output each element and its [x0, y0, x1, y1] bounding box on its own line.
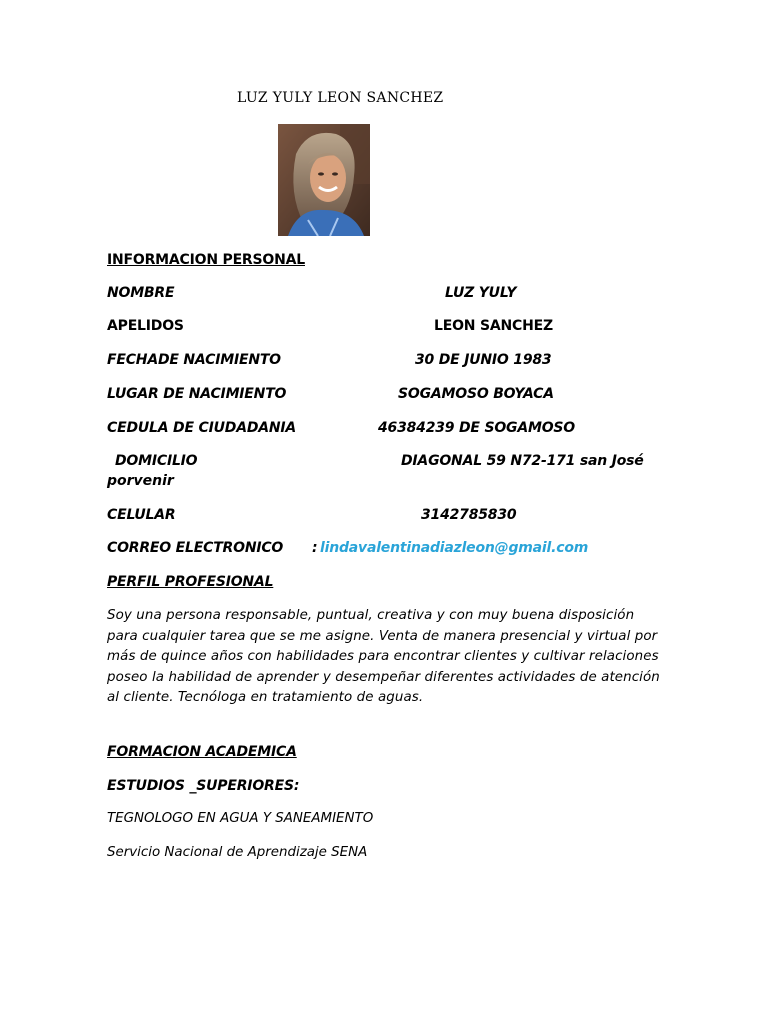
field-label: APELIDOS	[107, 318, 184, 334]
field-row-celular	[107, 507, 707, 527]
field-row-email	[107, 540, 589, 556]
section-heading-education: FORMACION ACADEMICA	[107, 744, 297, 760]
field-value-continuation: porvenir	[107, 473, 174, 489]
field-label: FECHADE NACIMIENTO	[107, 352, 281, 368]
email-link[interactable]: lindavalentinadiazleon@gmail.com	[320, 540, 589, 556]
field-row-fecha-nacimiento	[107, 352, 707, 372]
field-label: DOMICILIO	[115, 453, 198, 469]
field-separator: :	[312, 540, 318, 556]
field-value: 3142785830	[421, 507, 517, 523]
field-row-cedula	[107, 420, 707, 440]
field-value: DIAGONAL 59 N72-171 san José	[401, 453, 644, 469]
field-value: 46384239 DE SOGAMOSO	[378, 420, 575, 436]
degree-text: TEGNOLOGO EN AGUA Y SANEAMIENTO	[107, 811, 374, 826]
profile-paragraph: Soy una persona responsable, puntual, creativa y con muy buena disposición para cualquier tarea que se me asigne. Venta de manera presencial y virtual por más de quince años con habilidades para encontrar clientes y cultivar relaciones poseo la habilidad de aprender y desempeñar diferentes actividades de atención al cliente. Tecnóloga en tratamiento de aguas.	[107, 608, 660, 706]
institution-text: Servicio Nacional de Aprendizaje SENA	[107, 845, 368, 860]
field-label: CEDULA DE CIUDADANIA	[107, 420, 297, 436]
field-label: CELULAR	[107, 507, 176, 523]
document-title: LUZ YULY LEON SANCHEZ	[237, 90, 444, 106]
field-label: CORREO ELECTRONICO	[107, 540, 284, 556]
field-row-nombre	[107, 285, 707, 305]
field-row-apellidos	[107, 318, 707, 338]
field-label: NOMBRE	[107, 285, 175, 301]
field-value: LEON SANCHEZ	[434, 318, 553, 334]
field-value: LUZ YULY	[445, 285, 517, 301]
studies-label-row	[107, 778, 707, 798]
profile-photo	[278, 124, 370, 236]
field-label: LUGAR DE NACIMIENTO	[107, 386, 287, 402]
field-row-domicilio	[107, 453, 707, 473]
section-heading-profile: PERFIL PROFESIONAL	[107, 574, 274, 590]
studies-label: ESTUDIOS _SUPERIORES:	[107, 778, 300, 794]
field-value: SOGAMOSO BOYACA	[398, 386, 554, 402]
section-heading-personal: INFORMACION PERSONAL	[107, 252, 305, 268]
field-row-lugar-nacimiento	[107, 386, 707, 406]
field-value: 30 DE JUNIO 1983	[415, 352, 552, 368]
